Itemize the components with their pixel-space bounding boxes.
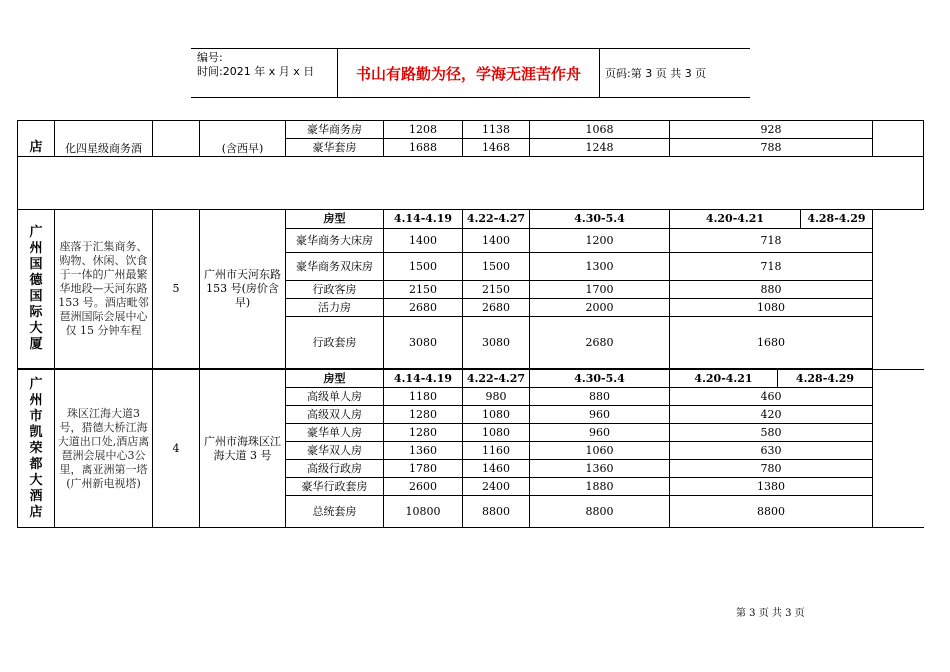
price: 1460 (463, 460, 530, 478)
price: 1060 (530, 442, 670, 460)
room-type: 高级双人房 (286, 406, 384, 424)
date-header: 4.20-4.21 (670, 210, 801, 229)
price: 788 (670, 139, 873, 157)
date-header: 4.20-4.21 (670, 370, 778, 388)
empty-cell (873, 370, 924, 528)
header-page-label: 页码:第 3 页 共 3 页 (605, 67, 707, 80)
price: 8800 (530, 496, 670, 528)
price: 630 (670, 442, 873, 460)
price: 420 (670, 406, 873, 424)
price: 1080 (463, 424, 530, 442)
price: 1500 (384, 253, 463, 281)
hotel-name: 广州市凯荣都大酒店 (18, 370, 55, 528)
table-header-row (18, 210, 924, 229)
hotel-name: 店 (18, 121, 55, 157)
page-header (191, 48, 750, 98)
room-type: 豪华行政套房 (286, 478, 384, 496)
price: 1880 (530, 478, 670, 496)
price: 880 (670, 281, 873, 299)
hotel-table-kairongdu (17, 369, 924, 528)
price: 960 (530, 406, 670, 424)
hotel-address: 广州市海珠区江海大道 3 号 (200, 370, 286, 528)
price: 1700 (530, 281, 670, 299)
price: 1200 (530, 229, 670, 253)
page-footer: 第 3 页 共 3 页 (736, 608, 805, 619)
price: 8800 (670, 496, 873, 528)
room-type: 高级单人房 (286, 388, 384, 406)
room-type: 总统套房 (286, 496, 384, 528)
price: 460 (670, 388, 873, 406)
room-type-header: 房型 (286, 210, 384, 229)
price: 1080 (463, 406, 530, 424)
hotel-address: 广州市天河东路 153 号(房价含早) (200, 210, 286, 369)
price: 880 (530, 388, 670, 406)
date-header: 4.28-4.29 (778, 370, 873, 388)
date-header: 4.30-5.4 (530, 210, 670, 229)
price: 1688 (384, 139, 463, 157)
empty-cell (873, 121, 924, 157)
price: 1138 (463, 121, 530, 139)
price: 1208 (384, 121, 463, 139)
header-motto: 书山有路勤为径，学海无涯苦作舟 (337, 49, 600, 97)
header-meta (197, 51, 337, 79)
price: 3080 (384, 317, 463, 369)
price: 928 (670, 121, 873, 139)
room-type: 豪华商务房 (286, 121, 384, 139)
date-header: 4.14-4.19 (384, 210, 463, 229)
price: 1400 (463, 229, 530, 253)
room-type-header: 房型 (286, 370, 384, 388)
price: 2000 (530, 299, 670, 317)
price: 1280 (384, 424, 463, 442)
date-header: 4.28-4.29 (801, 210, 873, 229)
price: 1360 (530, 460, 670, 478)
room-type: 行政套房 (286, 317, 384, 369)
hotel-table-continued (17, 120, 924, 210)
room-type: 豪华单人房 (286, 424, 384, 442)
price: 1680 (670, 317, 873, 369)
room-type: 豪华双人房 (286, 442, 384, 460)
hotel-stars (153, 121, 200, 157)
price: 1468 (463, 139, 530, 157)
price: 1360 (384, 442, 463, 460)
price: 2150 (384, 281, 463, 299)
price: 1300 (530, 253, 670, 281)
price: 1380 (670, 478, 873, 496)
price: 2680 (463, 299, 530, 317)
spacer-row (18, 157, 924, 210)
hotel-table-guangzhou-guode (17, 209, 924, 369)
price: 3080 (463, 317, 530, 369)
hotel-stars: 5 (153, 210, 200, 369)
hotel-description: 化四星级商务酒 (55, 121, 153, 157)
room-type: 行政客房 (286, 281, 384, 299)
price: 980 (463, 388, 530, 406)
price: 1500 (463, 253, 530, 281)
empty-row (18, 157, 924, 210)
price: 718 (670, 229, 873, 253)
price: 2680 (530, 317, 670, 369)
date-header: 4.14-4.19 (384, 370, 463, 388)
price: 1780 (384, 460, 463, 478)
price: 8800 (463, 496, 530, 528)
price: 780 (670, 460, 873, 478)
price: 2150 (463, 281, 530, 299)
price: 1280 (384, 406, 463, 424)
price: 1080 (670, 299, 873, 317)
room-type: 高级行政房 (286, 460, 384, 478)
hotel-description: 座落于汇集商务、购物、休闲、饮食于一体的广州最繁华地段—天河东路153 号。酒店毗邻琶洲国际会展中心仅 15 分钟车程 (55, 210, 153, 369)
price: 1400 (384, 229, 463, 253)
price: 1160 (463, 442, 530, 460)
price: 580 (670, 424, 873, 442)
price: 2400 (463, 478, 530, 496)
room-type: 活力房 (286, 299, 384, 317)
price: 2680 (384, 299, 463, 317)
room-type: 豪华商务大床房 (286, 229, 384, 253)
room-type: 豪华套房 (286, 139, 384, 157)
price: 1180 (384, 388, 463, 406)
room-type: 豪华商务双床房 (286, 253, 384, 281)
table-row (18, 121, 924, 139)
table-header-row (18, 370, 924, 388)
hotel-stars: 4 (153, 370, 200, 528)
time-label: 时间:2021 年 x 月 x 日 (197, 65, 315, 78)
hotel-address: (含西早) (200, 121, 286, 157)
hotel-name: 广州国德国际大厦 (18, 210, 55, 369)
number-label: 编号: (197, 51, 223, 64)
price: 960 (530, 424, 670, 442)
date-header: 4.22-4.27 (463, 370, 530, 388)
date-header: 4.22-4.27 (463, 210, 530, 229)
price: 1248 (530, 139, 670, 157)
date-header: 4.30-5.4 (530, 370, 670, 388)
empty-cell (873, 210, 924, 369)
price: 2600 (384, 478, 463, 496)
hotel-description: 珠区江海大道3号，猎德大桥江海大道出口处,酒店离琶洲会展中心3公里，离亚洲第一塔(广州新电视塔) (55, 370, 153, 528)
price: 1068 (530, 121, 670, 139)
price: 10800 (384, 496, 463, 528)
price: 718 (670, 253, 873, 281)
